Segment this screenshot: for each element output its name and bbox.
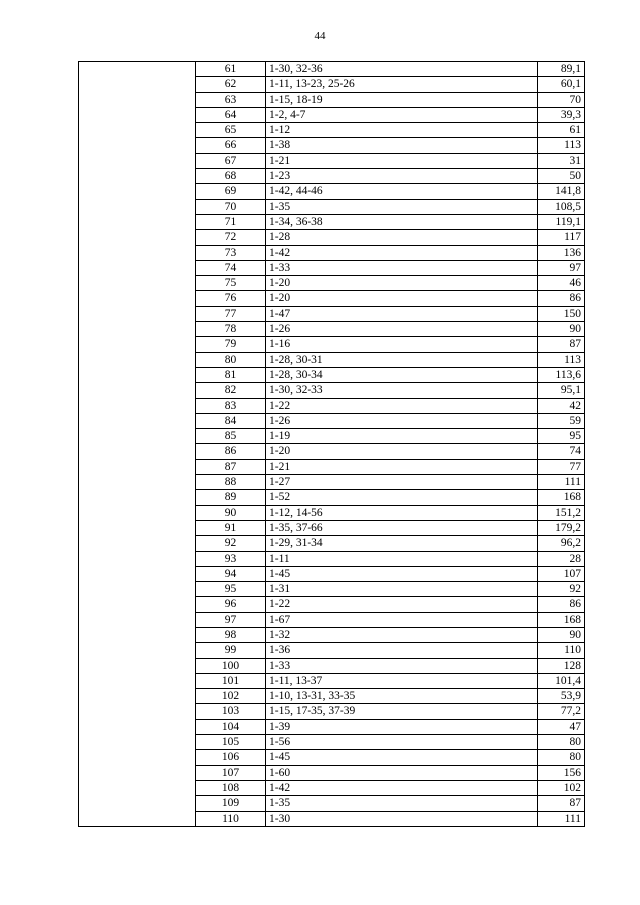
row-number-cell: 63	[196, 92, 266, 107]
row-pages-cell: 1-12	[266, 123, 538, 138]
row-value-cell: 113,6	[538, 367, 585, 382]
row-number-cell: 86	[196, 444, 266, 459]
row-number-cell: 78	[196, 322, 266, 337]
row-value-cell: 77	[538, 459, 585, 474]
row-number-cell: 98	[196, 627, 266, 642]
row-value-cell: 117	[538, 230, 585, 245]
row-pages-cell: 1-11, 13-23, 25-26	[266, 77, 538, 92]
row-pages-cell: 1-28, 30-31	[266, 352, 538, 367]
row-value-cell: 92	[538, 582, 585, 597]
row-value-cell: 53,9	[538, 689, 585, 704]
row-number-cell: 79	[196, 337, 266, 352]
row-pages-cell: 1-10, 13-31, 33-35	[266, 689, 538, 704]
row-value-cell: 151,2	[538, 505, 585, 520]
row-number-cell: 75	[196, 276, 266, 291]
row-pages-cell: 1-32	[266, 627, 538, 642]
row-number-cell: 77	[196, 306, 266, 321]
row-value-cell: 87	[538, 796, 585, 811]
row-value-cell: 87	[538, 337, 585, 352]
row-value-cell: 179,2	[538, 520, 585, 535]
row-pages-cell: 1-26	[266, 322, 538, 337]
row-value-cell: 96,2	[538, 536, 585, 551]
row-number-cell: 83	[196, 398, 266, 413]
row-number-cell: 104	[196, 719, 266, 734]
row-number-cell: 74	[196, 260, 266, 275]
row-value-cell: 61	[538, 123, 585, 138]
row-pages-cell: 1-26	[266, 413, 538, 428]
row-pages-cell: 1-30, 32-36	[266, 62, 538, 77]
row-number-cell: 108	[196, 780, 266, 795]
row-number-cell: 92	[196, 536, 266, 551]
row-value-cell: 102	[538, 780, 585, 795]
row-number-cell: 62	[196, 77, 266, 92]
row-value-cell: 97	[538, 260, 585, 275]
row-pages-cell: 1-67	[266, 612, 538, 627]
row-value-cell: 80	[538, 750, 585, 765]
row-number-cell: 107	[196, 765, 266, 780]
row-pages-cell: 1-19	[266, 429, 538, 444]
row-pages-cell: 1-20	[266, 276, 538, 291]
row-value-cell: 150	[538, 306, 585, 321]
row-number-cell: 95	[196, 582, 266, 597]
row-value-cell: 60,1	[538, 77, 585, 92]
row-number-cell: 105	[196, 735, 266, 750]
row-number-cell: 93	[196, 551, 266, 566]
row-value-cell: 42	[538, 398, 585, 413]
row-number-cell: 68	[196, 169, 266, 184]
row-value-cell: 156	[538, 765, 585, 780]
row-pages-cell: 1-12, 14-56	[266, 505, 538, 520]
row-number-cell: 72	[196, 230, 266, 245]
row-number-cell: 65	[196, 123, 266, 138]
page-number: 44	[314, 30, 326, 42]
row-value-cell: 111	[538, 475, 585, 490]
row-pages-cell: 1-28	[266, 230, 538, 245]
row-number-cell: 96	[196, 597, 266, 612]
row-pages-cell: 1-30, 32-33	[266, 383, 538, 398]
row-number-cell: 90	[196, 505, 266, 520]
row-number-cell: 102	[196, 689, 266, 704]
row-pages-cell: 1-33	[266, 658, 538, 673]
row-number-cell: 87	[196, 459, 266, 474]
inventory-table	[78, 61, 585, 827]
row-pages-cell: 1-35, 37-66	[266, 520, 538, 535]
row-number-cell: 66	[196, 138, 266, 153]
row-value-cell: 111	[538, 811, 585, 826]
row-pages-cell: 1-28, 30-34	[266, 367, 538, 382]
row-number-cell: 101	[196, 673, 266, 688]
row-value-cell: 110	[538, 643, 585, 658]
row-value-cell: 168	[538, 490, 585, 505]
row-number-cell: 80	[196, 352, 266, 367]
row-pages-cell: 1-20	[266, 444, 538, 459]
row-value-cell: 70	[538, 92, 585, 107]
row-number-cell: 82	[196, 383, 266, 398]
row-value-cell: 108,5	[538, 199, 585, 214]
row-number-cell: 89	[196, 490, 266, 505]
row-number-cell: 109	[196, 796, 266, 811]
row-pages-cell: 1-42, 44-46	[266, 184, 538, 199]
row-value-cell: 74	[538, 444, 585, 459]
row-pages-cell: 1-42	[266, 780, 538, 795]
row-pages-cell: 1-35	[266, 796, 538, 811]
row-number-cell: 88	[196, 475, 266, 490]
row-value-cell: 95,1	[538, 383, 585, 398]
row-number-cell: 71	[196, 214, 266, 229]
row-number-cell: 61	[196, 62, 266, 77]
row-value-cell: 90	[538, 322, 585, 337]
row-value-cell: 136	[538, 245, 585, 260]
row-value-cell: 89,1	[538, 62, 585, 77]
row-pages-cell: 1-35	[266, 199, 538, 214]
row-pages-cell: 1-27	[266, 475, 538, 490]
row-number-cell: 84	[196, 413, 266, 428]
row-value-cell: 113	[538, 352, 585, 367]
row-pages-cell: 1-42	[266, 245, 538, 260]
row-value-cell: 46	[538, 276, 585, 291]
row-pages-cell: 1-33	[266, 260, 538, 275]
row-pages-cell: 1-36	[266, 643, 538, 658]
row-number-cell: 81	[196, 367, 266, 382]
row-number-cell: 70	[196, 199, 266, 214]
row-value-cell: 141,8	[538, 184, 585, 199]
row-value-cell: 90	[538, 627, 585, 642]
row-pages-cell: 1-2, 4-7	[266, 107, 538, 122]
row-pages-cell: 1-45	[266, 750, 538, 765]
row-number-cell: 64	[196, 107, 266, 122]
row-value-cell: 95	[538, 429, 585, 444]
merged-blank-cell	[79, 62, 196, 827]
row-pages-cell: 1-16	[266, 337, 538, 352]
row-number-cell: 69	[196, 184, 266, 199]
row-pages-cell: 1-11, 13-37	[266, 673, 538, 688]
row-number-cell: 73	[196, 245, 266, 260]
row-pages-cell: 1-23	[266, 169, 538, 184]
row-value-cell: 77,2	[538, 704, 585, 719]
row-value-cell: 168	[538, 612, 585, 627]
row-pages-cell: 1-30	[266, 811, 538, 826]
row-pages-cell: 1-52	[266, 490, 538, 505]
row-pages-cell: 1-45	[266, 566, 538, 581]
row-pages-cell: 1-22	[266, 597, 538, 612]
row-value-cell: 107	[538, 566, 585, 581]
row-number-cell: 99	[196, 643, 266, 658]
table-row	[79, 62, 585, 77]
row-pages-cell: 1-34, 36-38	[266, 214, 538, 229]
row-number-cell: 76	[196, 291, 266, 306]
row-pages-cell: 1-11	[266, 551, 538, 566]
row-value-cell: 86	[538, 597, 585, 612]
row-number-cell: 85	[196, 429, 266, 444]
row-pages-cell: 1-15, 17-35, 37-39	[266, 704, 538, 719]
row-pages-cell: 1-22	[266, 398, 538, 413]
row-pages-cell: 1-56	[266, 735, 538, 750]
row-pages-cell: 1-47	[266, 306, 538, 321]
row-pages-cell: 1-29, 31-34	[266, 536, 538, 551]
row-pages-cell: 1-21	[266, 153, 538, 168]
row-value-cell: 50	[538, 169, 585, 184]
row-pages-cell: 1-20	[266, 291, 538, 306]
row-number-cell: 97	[196, 612, 266, 627]
row-pages-cell: 1-60	[266, 765, 538, 780]
row-value-cell: 28	[538, 551, 585, 566]
row-value-cell: 86	[538, 291, 585, 306]
row-value-cell: 113	[538, 138, 585, 153]
row-pages-cell: 1-38	[266, 138, 538, 153]
row-pages-cell: 1-31	[266, 582, 538, 597]
row-value-cell: 128	[538, 658, 585, 673]
row-pages-cell: 1-15, 18-19	[266, 92, 538, 107]
row-value-cell: 119,1	[538, 214, 585, 229]
row-number-cell: 110	[196, 811, 266, 826]
row-number-cell: 91	[196, 520, 266, 535]
row-value-cell: 80	[538, 735, 585, 750]
row-number-cell: 100	[196, 658, 266, 673]
row-number-cell: 103	[196, 704, 266, 719]
row-number-cell: 106	[196, 750, 266, 765]
table-body	[79, 62, 585, 827]
row-value-cell: 47	[538, 719, 585, 734]
row-pages-cell: 1-39	[266, 719, 538, 734]
row-value-cell: 39,3	[538, 107, 585, 122]
row-value-cell: 101,4	[538, 673, 585, 688]
row-number-cell: 94	[196, 566, 266, 581]
row-value-cell: 59	[538, 413, 585, 428]
row-number-cell: 67	[196, 153, 266, 168]
row-pages-cell: 1-21	[266, 459, 538, 474]
row-value-cell: 31	[538, 153, 585, 168]
